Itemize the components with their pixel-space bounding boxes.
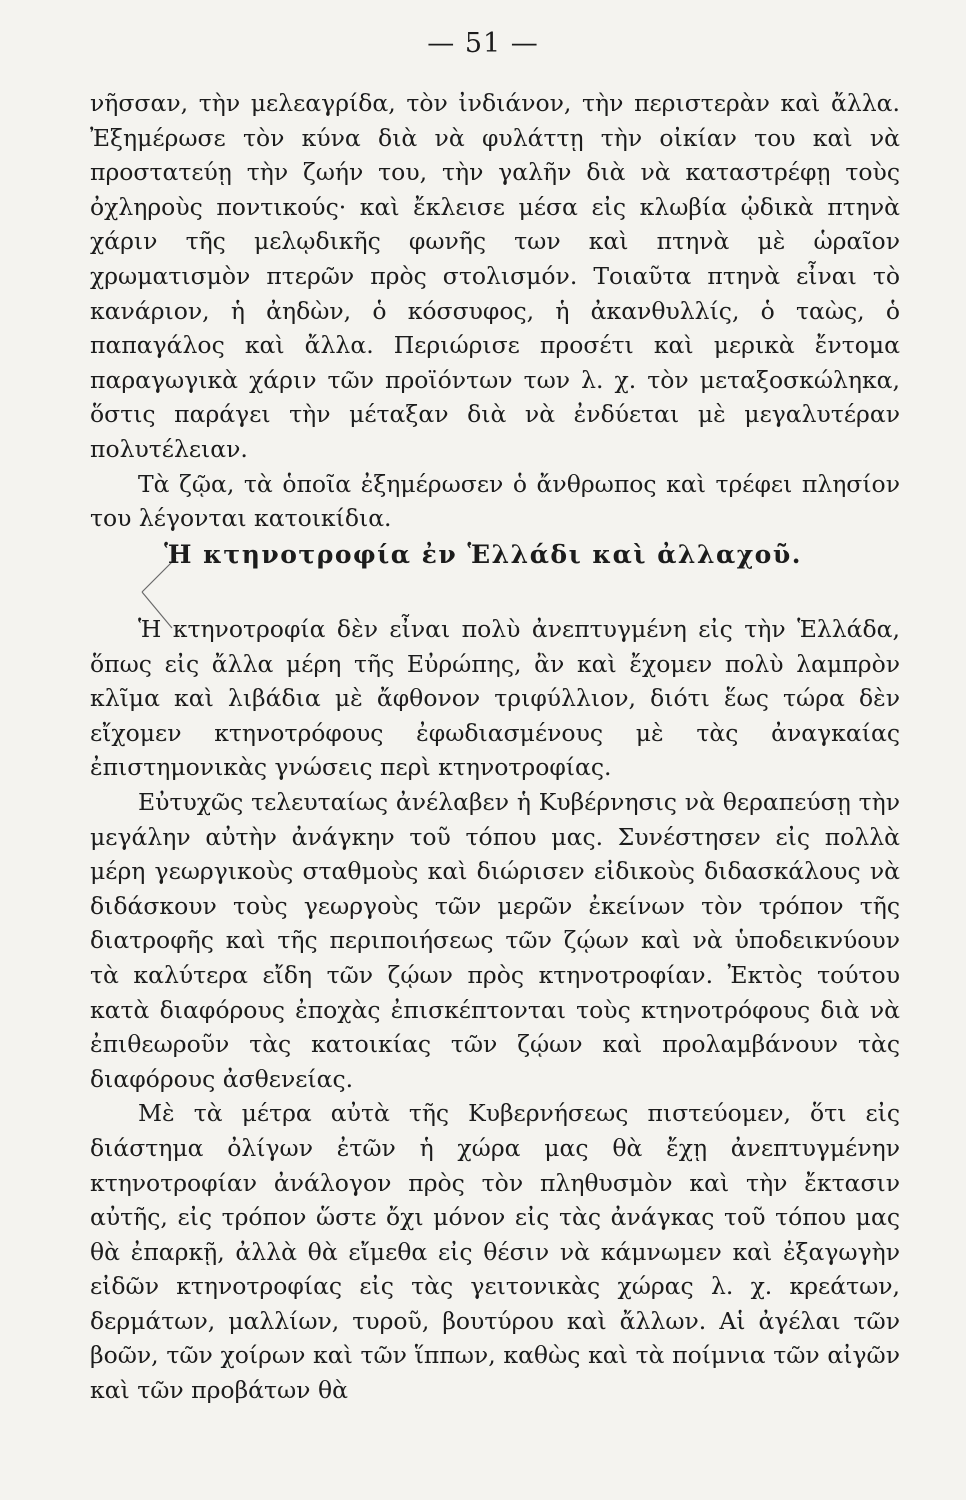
paragraph: Μὲ τὰ μέτρα αὐτὰ τῆς Κυβερνήσεως πιστεύομεν, ὅτι εἰς διάστημα ὀλίγων ἐτῶν ἡ χώρα μας θὰ ἔχῃ ἀνεπτυγμένην κτηνοτροφίαν ἀνάλογον πρὸς τὸν πληθυσμὸν καὶ τὴν ἔκτασιν αὐτῆς, εἰς τρόπον ὥστε ὄχι μόνον εἰς τὰς ἀνάγκας τοῦ τόπου μας θὰ ἐπαρκῇ, ἀλλὰ θὰ εἴμεθα εἰς θέσιν νὰ κάμνωμεν καὶ ἐξαγωγὴν εἰδῶν κτηνοτροφίας εἰς τὰς γειτονικὰς χώρας λ. χ. κρεάτων, δερμάτων, μαλλίων, τυροῦ, βουτύρου καὶ ἄλλων. Αἱ ἀγέλαι τῶν βοῶν, τῶν χοίρων καὶ τῶν ἵππων, καθὼς καὶ τὰ ποίμνια τῶν αἰγῶν καὶ τῶν προβάτων θὰ	[90, 1099, 900, 1405]
paragraph: Εὐτυχῶς τελευταίως ἀνέλαβεν ἡ Κυβέρνησις νὰ θεραπεύσῃ τὴν μεγάλην αὐτὴν ἀνάγκην τοῦ τόπου μας. Συνέστησεν εἰς πολλὰ μέρη γεωργικοὺς σταθμοὺς καὶ διώρισεν εἰδικοὺς διδασκάλους νὰ διδάσκουν τοὺς γεωργοὺς τῶν μερῶν ἐκείνων τὸν τρόπον τῆς διατροφῆς καὶ τῆς περιποιήσεως τῶν ζῴων καὶ νὰ ὑποδεικνύουν τὰ καλύτερα εἴδη τῶν ζῴων πρὸς κτηνοτροφίαν. Ἐκτὸς τούτου κατὰ διαφόρους ἐποχὰς ἐπισκέπτονται τοὺς κτηνοτρόφους διὰ νὰ ἐπιθεωροῦν τὰς κατοικίας τῶν ζῴων καὶ προλαμβάνουν τὰς διαφόρους ἀσθενείας.	[90, 787, 900, 1093]
paragraph: νῆσσαν, τὴν μελεαγρίδα, τὸν ἰνδιάνον, τὴν περιστερὰν καὶ ἄλλα. Ἐξημέρωσε τὸν κύνα διὰ νὰ φυλάττῃ τὴν οἰκίαν του καὶ νὰ προστατεύῃ τὴν ζωήν του, τὴν γαλῆν διὰ νὰ καταστρέφῃ τοὺς ὀχληροὺς ποντικούς· καὶ ἔκλεισε μέσα εἰς κλωβία ᾠδικὰ πτηνὰ χάριν τῆς μελῳδικῆς φωνῆς των καὶ πτηνὰ μὲ ὡραῖον χρωματισμὸν πτερῶν πρὸς στολισμόν. Τοιαῦτα πτηνὰ εἶναι τὸ κανάριον, ἡ ἀηδὼν, ὁ κόσσυφος, ἡ ἀκανθυλλίς, ὁ ταὼς, ὁ παπαγάλος καὶ ἄλλα. Περιώρισε προσέτι καὶ μερικὰ ἔντομα παραγωγικὰ χάριν τῶν προϊόντων των λ. χ. τὸν μεταξοσκώληκα, ὅστις παράγει τὴν μέταξαν διὰ νὰ ἐνδύεται μὲ μεγαλυτέραν πολυτέλειαν.	[90, 89, 900, 463]
text-block-bottom	[90, 612, 900, 1408]
paragraph: Ἡ κτηνοτροφία δὲν εἶναι πολὺ ἀνεπτυγμένη εἰς τὴν Ἑλλάδα, ὅπως εἰς ἄλλα μέρη τῆς Εὐρώπης, ἂν καὶ ἔχομεν πολὺ λαμπρὸν κλῖμα καὶ λιβάδια μὲ ἄφθονον τριφύλλιον, διότι ἕως τώρα δὲν εἴχομεν κτηνοτρόφους ἐφωδιασμένους μὲ τὰς ἀναγκαίας ἐπιστημονικὰς γνώσεις περὶ κτηνοτροφίας.	[90, 615, 900, 782]
section-heading: Ἡ κτηνοτροφία ἐν Ἑλλάδι καὶ ἀλλαχοῦ.	[164, 540, 802, 569]
text-block-top	[90, 86, 900, 536]
paragraph: Τὰ ζῷα, τὰ ὁποῖα ἐξημέρωσεν ὁ ἄνθρωπος καὶ τρέφει πλησίον του λέγονται κατοικίδια.	[90, 469, 900, 533]
page-number: — 51 —	[427, 28, 539, 59]
